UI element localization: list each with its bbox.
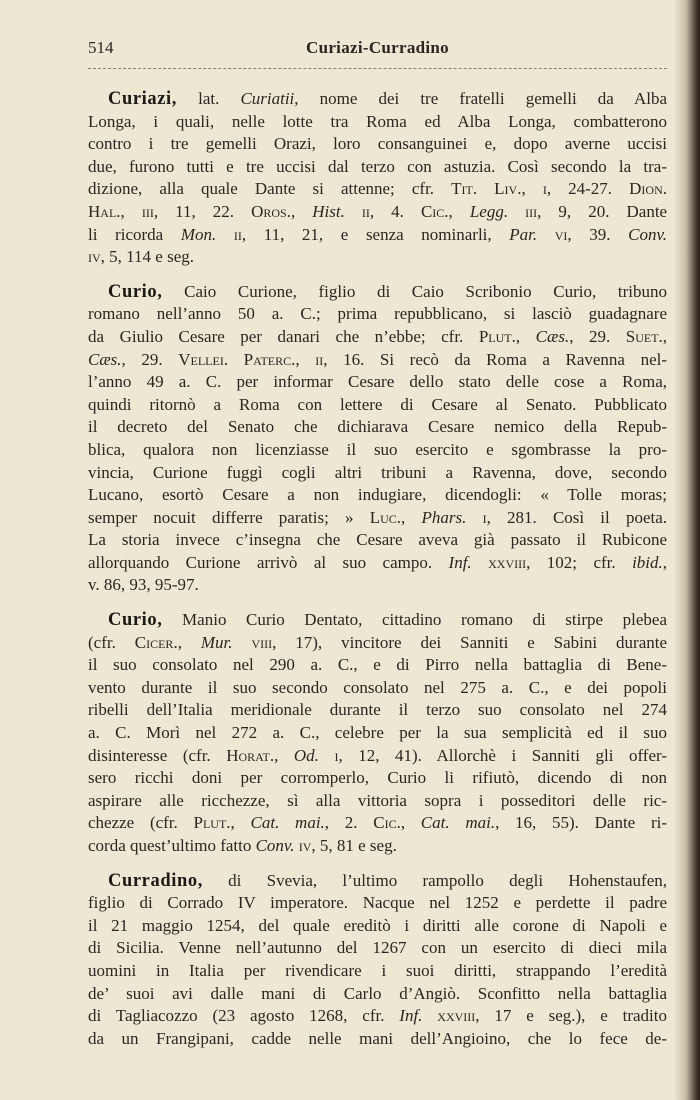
entry-headword: Curradino, bbox=[108, 870, 203, 891]
italic-citation: Curiatii bbox=[240, 89, 295, 108]
text-line bbox=[88, 133, 667, 156]
text-line bbox=[88, 349, 667, 372]
text-run: il decreto del Senato che dichiarava Cesare nemico della Repub- bbox=[88, 417, 667, 437]
text-run: , 17), vincitore dei Sanniti e Sabini durante bbox=[272, 632, 668, 652]
italic-citation: Cat. mai. bbox=[420, 813, 496, 833]
text-line bbox=[88, 326, 667, 349]
text-run bbox=[319, 746, 335, 765]
text-run: , bbox=[662, 326, 668, 346]
entry-headword: Curiazi, bbox=[108, 89, 178, 109]
text-line bbox=[88, 654, 667, 677]
text-run bbox=[466, 508, 482, 527]
text-run: vento durante il suo secondo consolato nel 275 a. C., e dei popoli bbox=[88, 677, 667, 697]
text-line bbox=[88, 224, 667, 247]
text-run: contro i tre gemelli Orazi, loro consanguinei e, dopo averne uccisi bbox=[88, 134, 667, 154]
text-run: quindi ritornò a Roma con lettere di Cesare al Senato. Pubblicato bbox=[88, 394, 667, 414]
small-caps-reference: Vellei. Paterc. bbox=[178, 349, 296, 369]
text-run: Longa, i quali, nelle lotte tra Roma ed Alba Longa, combatterono bbox=[88, 111, 667, 131]
small-caps-reference: Oros. bbox=[251, 201, 291, 221]
text-run: , bbox=[448, 201, 470, 221]
text-line bbox=[88, 156, 667, 179]
dictionary-entry bbox=[88, 281, 667, 597]
small-caps-reference: ii bbox=[233, 224, 242, 244]
text-run: di Sicilia. Venne nell’autunno del 1267 con un esercito di dieci mila bbox=[88, 938, 667, 958]
text-run: , 16. Si recò da Roma a Ravenna nel- bbox=[323, 349, 667, 369]
text-run: , 2. bbox=[324, 813, 374, 833]
dictionary-entry bbox=[88, 88, 667, 269]
text-run: de’ suoi avi dalle mani di Carlo d’Angiò. Sconfitto nella battaglia bbox=[88, 983, 667, 1003]
small-caps-reference: i bbox=[542, 179, 547, 199]
italic-citation: Mur. bbox=[200, 632, 233, 652]
text-run: corda quest’ultimo fatto bbox=[88, 836, 256, 855]
body-text bbox=[88, 88, 667, 1050]
small-caps-reference: xxviii bbox=[437, 1006, 476, 1026]
text-run: di Tagliacozzo (23 agosto 1268, cfr. bbox=[88, 1006, 400, 1026]
text-run: ribelli dell’Italia meridionale durante il terzo suo consolato nel 274 bbox=[88, 700, 667, 720]
page-number: 514 bbox=[88, 38, 114, 57]
text-run: aspirare alle ricchezze, sì alla vittoria sopra i posseditori delle ric- bbox=[88, 790, 667, 810]
text-run: , 281. Così il poeta. bbox=[486, 507, 668, 527]
text-run: , 12, 41). Allorchè i Sanniti gli offer- bbox=[338, 745, 667, 765]
text-run: li ricorda bbox=[88, 224, 181, 244]
text-run bbox=[537, 225, 555, 244]
italic-citation: Conv. bbox=[628, 224, 668, 244]
text-run: v. 86, 93, 95-97. bbox=[88, 575, 199, 595]
small-caps-reference: Cic. bbox=[373, 813, 401, 833]
text-line bbox=[88, 983, 667, 1006]
text-run: , bbox=[401, 507, 422, 527]
text-line bbox=[88, 1028, 667, 1051]
text-line bbox=[88, 767, 667, 790]
entry-headword: Curio, bbox=[108, 281, 163, 302]
text-line bbox=[88, 609, 667, 632]
text-line bbox=[88, 632, 667, 655]
text-run: lat. bbox=[177, 89, 241, 108]
text-run: , 5, 114 e seg. bbox=[100, 247, 194, 267]
text-run: , bbox=[274, 745, 294, 765]
italic-citation: Inf. bbox=[448, 552, 472, 572]
text-run: , bbox=[662, 552, 668, 572]
text-run: , 24-27. bbox=[546, 179, 630, 199]
text-run: uomini in Italia per rivendicare i suoi diritti, strappando l’eredità bbox=[88, 960, 667, 980]
text-run: Lucano, esortò Cesare a non indugiare, dicendogli: « Tolle moras; bbox=[88, 485, 667, 505]
text-run: , 29. bbox=[569, 326, 626, 346]
small-caps-reference: Plut. bbox=[478, 326, 516, 346]
text-line bbox=[88, 201, 667, 224]
text-run: (cfr. bbox=[88, 632, 135, 652]
italic-citation: Cat. mai. bbox=[250, 813, 325, 833]
text-run: , 9, 20. Dante bbox=[537, 201, 668, 221]
text-line bbox=[88, 892, 667, 915]
header-rule bbox=[88, 68, 667, 69]
text-line bbox=[88, 1005, 667, 1028]
running-title: Curiazi-Curradino bbox=[306, 38, 449, 57]
text-run: il 21 maggio 1254, del quale ereditò i diritti alle corone di Napoli e bbox=[88, 915, 667, 935]
text-run bbox=[422, 1006, 437, 1025]
text-run: Caio Curione, figlio di Caio Scribonio Curio, tribuno bbox=[162, 281, 667, 301]
text-line bbox=[88, 88, 667, 111]
small-caps-reference: Luc. bbox=[369, 507, 402, 527]
italic-citation: Inf. bbox=[399, 1006, 423, 1026]
small-caps-reference: Tit. Liv. bbox=[451, 179, 522, 199]
text-run: disinteresse (cfr. bbox=[88, 745, 227, 765]
text-line bbox=[88, 111, 667, 134]
small-caps-reference: i bbox=[334, 745, 339, 765]
text-line bbox=[88, 745, 667, 768]
running-header bbox=[88, 38, 667, 62]
text-run: l’anno 49 a. C. per informar Cesare dello stato delle cose a Roma, bbox=[88, 372, 667, 392]
italic-citation: ibid. bbox=[632, 552, 663, 572]
dictionary-entry bbox=[88, 609, 667, 858]
italic-citation: Conv. bbox=[255, 836, 295, 855]
dictionary-entry bbox=[88, 870, 667, 1051]
text-run: , 11, 21, e senza nominarli, bbox=[241, 224, 510, 244]
text-line bbox=[88, 281, 667, 304]
italic-citation: Od. bbox=[293, 745, 319, 765]
text-run: Manio Curio Dentato, cittadino romano di stirpe plebea bbox=[162, 610, 667, 630]
text-line bbox=[88, 371, 667, 394]
text-line bbox=[88, 960, 667, 983]
text-run: da Giulio Cesare per danari che n’ebbe; cfr. bbox=[88, 326, 479, 346]
text-line bbox=[88, 812, 667, 835]
text-run: , 4. bbox=[369, 201, 421, 221]
page-edge-shadow bbox=[674, 0, 700, 1100]
text-run: romano nell’anno 50 a. C.; prima repubblicano, si lasciò guadagnare bbox=[88, 304, 667, 324]
text-run bbox=[216, 225, 234, 244]
italic-citation: Cæs. bbox=[88, 349, 122, 369]
text-line bbox=[88, 915, 667, 938]
text-run: , 102; cfr. bbox=[526, 552, 633, 572]
text-run: La storia invece c’insegna che Cesare aveva già passato il Rubicone bbox=[88, 530, 667, 550]
text-run: , bbox=[400, 813, 421, 833]
italic-citation: Hist. bbox=[312, 201, 345, 221]
small-caps-reference: Cicer. bbox=[134, 632, 178, 652]
text-line bbox=[88, 484, 667, 507]
small-caps-reference: ii bbox=[315, 349, 324, 369]
text-run: blica, qualora non licenziasse il suo esercito e sgombrasse la pro- bbox=[88, 439, 667, 459]
small-caps-reference: iv bbox=[88, 247, 101, 267]
text-run bbox=[345, 202, 362, 221]
text-line bbox=[88, 699, 667, 722]
text-line bbox=[88, 937, 667, 960]
small-caps-reference: iv bbox=[298, 836, 312, 855]
italic-citation: Mon. bbox=[180, 224, 217, 244]
text-run: , 16, 55). Dante ri- bbox=[495, 813, 667, 833]
text-line bbox=[88, 870, 667, 893]
text-run: da un Frangipani, cadde nelle mani dell’Angioino, che lo fece de- bbox=[88, 1028, 667, 1048]
text-line bbox=[88, 246, 667, 269]
text-run: dizione, alla quale Dante si attenne; cfr. bbox=[88, 179, 452, 199]
text-run: , bbox=[295, 349, 316, 369]
small-caps-reference: ii bbox=[361, 201, 370, 221]
text-line bbox=[88, 462, 667, 485]
small-caps-reference: iii bbox=[525, 201, 538, 221]
text-line bbox=[88, 394, 667, 417]
text-line bbox=[88, 574, 667, 597]
text-line bbox=[88, 416, 667, 439]
text-line bbox=[88, 178, 667, 201]
text-run bbox=[508, 202, 525, 221]
text-line bbox=[88, 790, 667, 813]
text-run: , nome dei tre fratelli gemelli da Alba bbox=[294, 89, 667, 108]
text-line bbox=[88, 529, 667, 552]
text-run: di Svevia, l’ultimo rampollo degli Hohenstaufen, bbox=[202, 870, 667, 890]
small-caps-reference: xxviii bbox=[488, 552, 527, 572]
text-run: chezze (cfr. bbox=[88, 813, 194, 833]
entry-headword: Curio, bbox=[108, 610, 163, 631]
text-run bbox=[472, 553, 488, 572]
text-run: semper nocuit differre paratis; » bbox=[88, 507, 370, 527]
text-run: , bbox=[521, 179, 543, 199]
small-caps-reference: vi bbox=[554, 224, 568, 244]
small-caps-reference: viii bbox=[251, 632, 273, 652]
text-line bbox=[88, 507, 667, 530]
text-run: a. C. Morì nel 272 a. C., celebre per la sua semplicità ed il suo bbox=[88, 723, 667, 743]
small-caps-reference: iii bbox=[141, 201, 154, 221]
text-run: due, furono tutti e tre uccisi dal terzo con astuzia. Così secondo la tra- bbox=[88, 156, 667, 176]
text-run: allorquando Curione arrivò al suo campo. bbox=[88, 552, 449, 572]
small-caps-reference: Cic. bbox=[420, 201, 449, 221]
text-run: , bbox=[230, 813, 251, 833]
text-run: , bbox=[515, 326, 536, 346]
text-run: , bbox=[290, 201, 313, 221]
text-run: figlio di Corrado IV imperatore. Nacque nel 1252 e perdette il padre bbox=[88, 893, 667, 913]
italic-citation: Par. bbox=[509, 224, 538, 244]
text-run: , 5, 81 e seg. bbox=[311, 836, 397, 855]
text-run: , bbox=[120, 201, 142, 221]
text-line bbox=[88, 835, 667, 858]
text-line bbox=[88, 439, 667, 462]
text-run: , bbox=[177, 632, 201, 652]
italic-citation: Legg. bbox=[469, 201, 509, 221]
text-run: , 29. bbox=[121, 349, 179, 369]
small-caps-reference: i bbox=[482, 507, 487, 527]
text-run: il suo consolato nel 290 a. C., e di Pirro nella battaglia di Bene- bbox=[88, 655, 667, 675]
text-run: sero ricchi doni per corromperlo, Curio li rifiutò, dicendo di non bbox=[88, 768, 667, 788]
text-line bbox=[88, 303, 667, 326]
small-caps-reference: Hal. bbox=[88, 201, 121, 221]
text-line bbox=[88, 552, 667, 575]
small-caps-reference: Dion. bbox=[629, 179, 667, 199]
text-line bbox=[88, 677, 667, 700]
text-run: , 11, 22. bbox=[153, 201, 252, 221]
italic-citation: Cæs. bbox=[535, 326, 570, 346]
small-caps-reference: Plut. bbox=[193, 813, 231, 833]
text-run: , 17 e seg.), e tradito bbox=[475, 1006, 668, 1026]
text-line bbox=[88, 722, 667, 745]
text-run: , 39. bbox=[567, 224, 629, 244]
italic-citation: Phars. bbox=[421, 507, 467, 527]
small-caps-reference: Horat. bbox=[226, 745, 275, 765]
small-caps-reference: Suet. bbox=[625, 326, 663, 346]
text-run bbox=[233, 633, 252, 652]
text-run: vincia, Curione fuggì cogli altri tribuni a Ravenna, dove, secondo bbox=[88, 462, 667, 482]
